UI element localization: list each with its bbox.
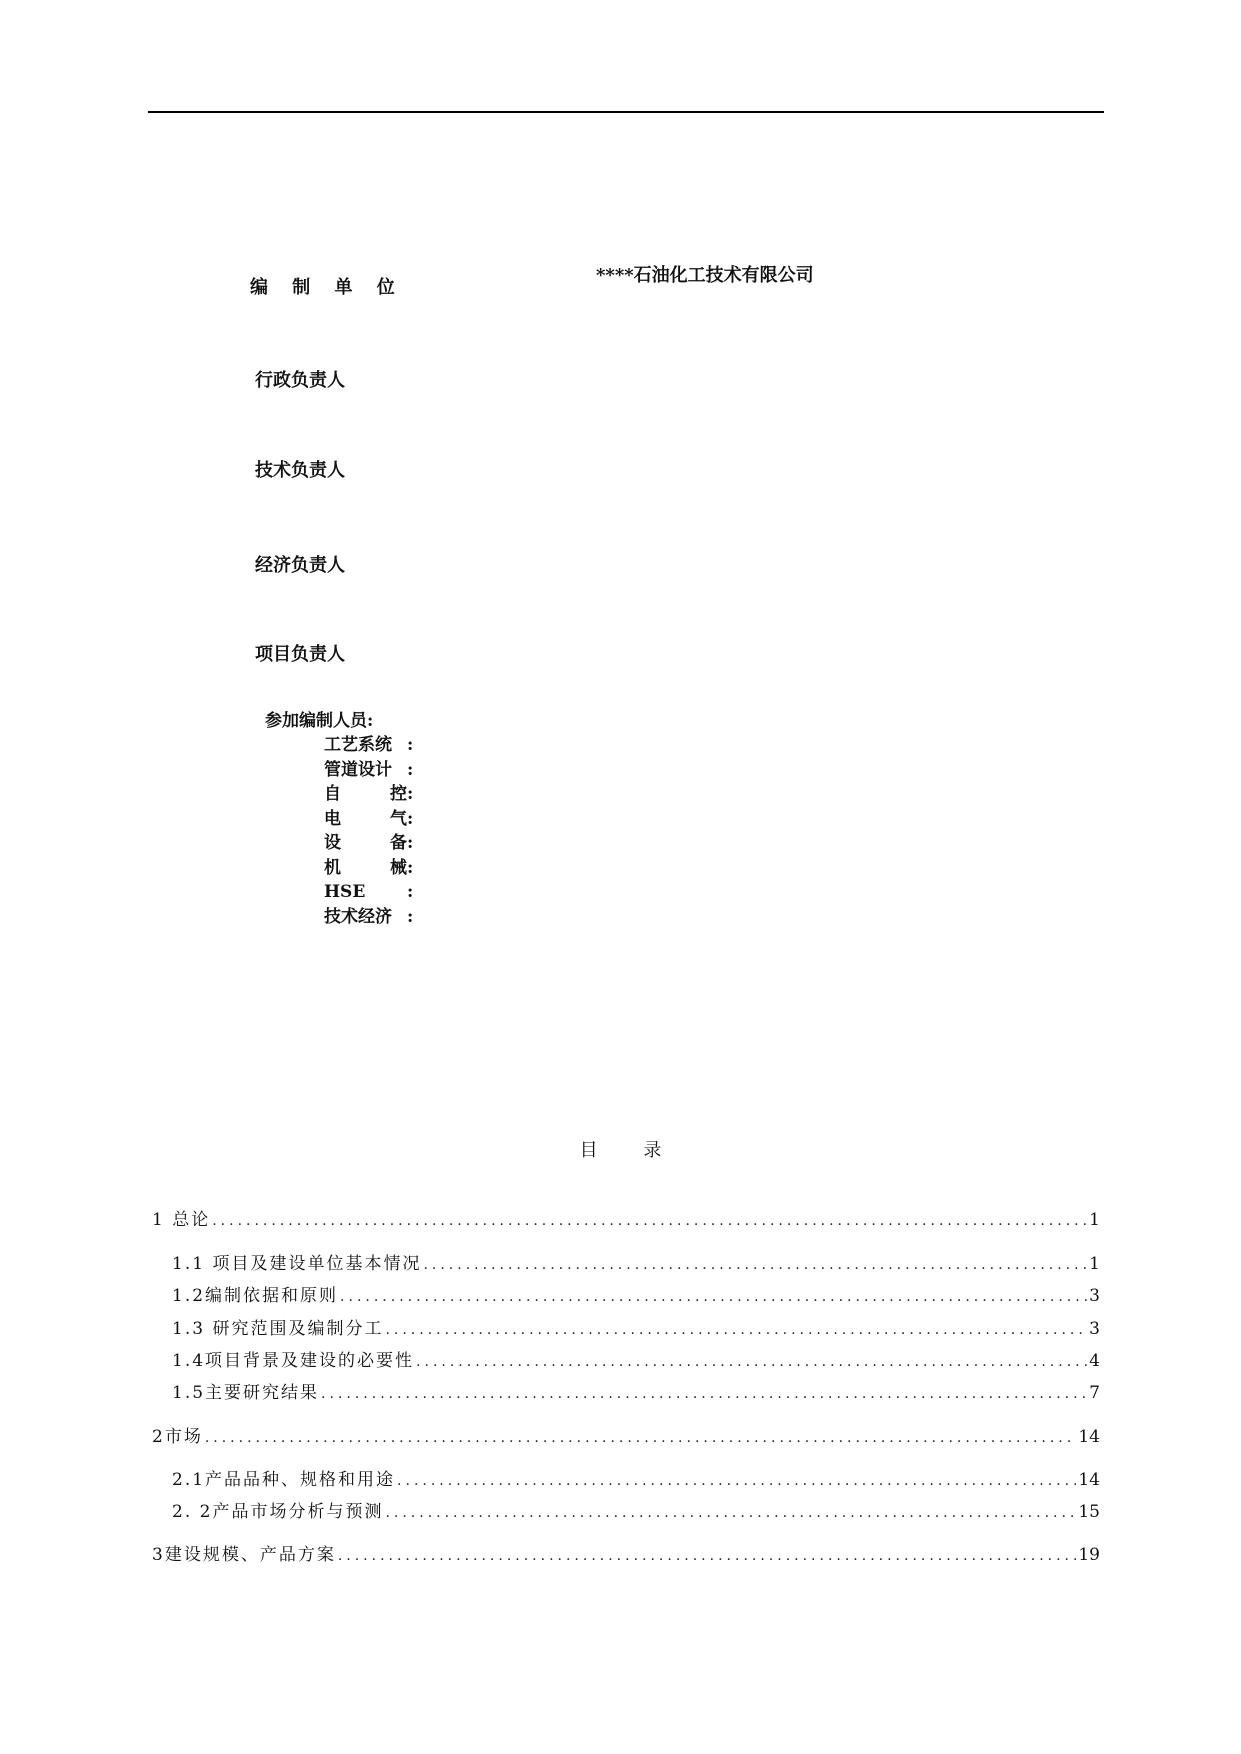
staff-role-row [324, 758, 413, 783]
toc-entry[interactable] [172, 1497, 1100, 1522]
toc-dot-leader [385, 1505, 1076, 1521]
toc-entry[interactable] [152, 1205, 1100, 1230]
toc-dot-leader [338, 1548, 1077, 1564]
toc-page-number: 1 [1089, 1210, 1100, 1230]
staff-role-row [324, 807, 413, 832]
staff-block [265, 709, 413, 929]
toc-title: 目 录 [579, 1140, 682, 1161]
toc-entry-text: 3建设规模、产品方案 [152, 1545, 336, 1565]
staff-role-colon: : [407, 735, 414, 755]
staff-role-label: 电 气 [324, 808, 407, 829]
toc-entry[interactable] [152, 1422, 1100, 1447]
toc-entry-text: 1.1 项目及建设单位基本情况 [172, 1254, 422, 1274]
project-lead-label: 项目负责人 [255, 644, 345, 665]
staff-title: 参加编制人员: [265, 711, 374, 731]
toc-page-number: 3 [1089, 1319, 1100, 1339]
toc-dot-leader [321, 1386, 1087, 1402]
toc-entry[interactable] [172, 1281, 1100, 1306]
staff-role-row [324, 831, 413, 856]
staff-role-label: 技术经济 [324, 906, 392, 927]
header-rule [148, 111, 1104, 113]
admin-lead-label: 行政负责人 [255, 370, 345, 391]
toc-entry-text: 2. 2产品市场分析与预测 [172, 1502, 384, 1522]
toc-entry[interactable] [172, 1314, 1100, 1339]
toc-page-number: 19 [1078, 1545, 1100, 1565]
toc-entry-text: 1.3 研究范围及编制分工 [172, 1319, 384, 1339]
staff-role-colon: : [407, 759, 414, 780]
toc-page-number: 15 [1078, 1502, 1100, 1522]
toc-entry-text: 1.5主要研究结果 [172, 1383, 320, 1403]
toc-dot-leader [416, 1354, 1087, 1370]
staff-role-row [324, 733, 413, 758]
staff-role-colon: : [407, 906, 414, 927]
toc-page-number: 14 [1078, 1427, 1100, 1447]
toc-dot-leader [397, 1473, 1076, 1489]
staff-role-colon: : [407, 857, 414, 878]
toc-dot-leader [205, 1430, 1077, 1446]
toc-entry[interactable] [152, 1540, 1100, 1565]
staff-role-label: 设 备 [324, 833, 407, 853]
econ-lead-label: 经济负责人 [255, 555, 345, 576]
toc-entry[interactable] [172, 1346, 1100, 1371]
toc-dot-leader [340, 1289, 1087, 1305]
toc-dot-leader [385, 1322, 1087, 1338]
staff-role-row [324, 905, 413, 930]
toc-entry-text: 1.2编制依据和原则 [172, 1286, 339, 1306]
toc-entry[interactable] [172, 1249, 1100, 1274]
staff-role-label: HSE [324, 882, 366, 902]
staff-role-row [324, 856, 413, 881]
toc-dot-leader [212, 1213, 1087, 1229]
toc-entry[interactable] [172, 1378, 1100, 1403]
toc-page-number: 1 [1089, 1254, 1100, 1274]
company-name: ****石油化工技术有限公司 [596, 265, 814, 286]
toc-page-number: 4 [1089, 1351, 1100, 1371]
staff-role-list [324, 733, 413, 929]
toc-dot-leader [423, 1257, 1087, 1273]
staff-role-colon: : [407, 808, 414, 829]
staff-role-colon: : [407, 882, 414, 902]
staff-role-colon: : [407, 784, 414, 804]
toc-entry-text: 2市场 [152, 1427, 203, 1447]
staff-role-colon: : [407, 833, 414, 853]
toc-entry-text: 2.1产品品种、规格和用途 [172, 1470, 396, 1490]
compiling-unit-label: 编 制 单 位 [250, 277, 404, 298]
staff-role-label: 机 械 [324, 857, 407, 878]
toc-page-number: 3 [1089, 1286, 1100, 1306]
staff-role-label: 管道设计 [324, 759, 392, 780]
toc-entry-text: 1.4项目背景及建设的必要性 [172, 1351, 415, 1371]
toc-page-number: 7 [1089, 1383, 1100, 1403]
staff-role-row [324, 880, 413, 905]
tech-lead-label: 技术负责人 [255, 460, 345, 481]
toc-entry[interactable] [172, 1465, 1100, 1490]
staff-role-row [324, 782, 413, 807]
staff-role-label: 自 控 [324, 784, 407, 804]
staff-role-label: 工艺系统 [324, 735, 392, 755]
toc-entry-text: 1 总论 [152, 1210, 211, 1230]
toc-page-number: 14 [1078, 1470, 1100, 1490]
